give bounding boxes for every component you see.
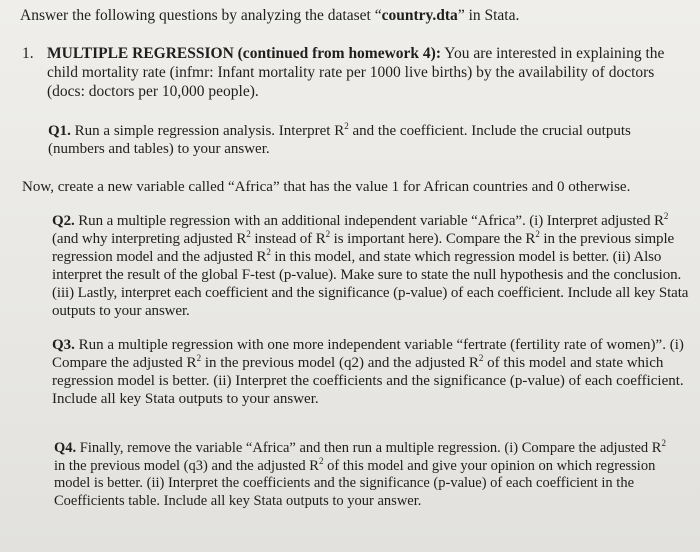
q3-text: of this model and state which regression model is better. (ii) Interpret the coefficients and the significance (p-value) of each coefficient. Include all key Stata outputs to your answer. [52,355,684,407]
q2-text: instead of R [250,231,326,247]
q4-label: Q4. [54,440,77,456]
question-q2 [52,212,692,320]
intro-instruction [20,6,519,26]
item-1-title: MULTIPLE REGRESSION (continued from homework 4): [47,45,441,62]
q4-text: of this model and give your opinion on which regression model is better. (ii) Interpret the coefficients and the significance (p-value) of each coefficient in the Coefficients table. Include all key Stata outputs to your answer. [54,457,656,509]
q2-text: (and why interpreting adjusted R [52,231,247,247]
q2-text: Run a multiple regression with an additional independent variable “Africa”. (i) Interpret adjusted R [74,213,664,229]
q3-text: Run a multiple regression with one more independent variable “fertrate (fertility rate of women)”. (i) Compare the adjusted R [52,337,684,371]
superscript: 2 [266,247,271,257]
intro-text-after: ” in Stata. [457,7,520,24]
superscript: 2 [246,229,251,239]
q1-text: Run a simple regression analysis. Interpret R [70,123,345,139]
dataset-name: country.dta [381,7,458,24]
item-1-body [47,44,682,101]
superscript: 2 [535,229,540,239]
q2-text: in this model, and state which regression model is better. (ii) Also interpret the result of the global F-test (p-value). Make sure to state the null hypothesis and the conclusion. (iii) Lastly, interpret each coefficient and the significance (p-value) of each coefficient. Include all key Stata outputs to your answer. [52,249,689,319]
q3-text: in the previous model (q2) and the adjusted R [201,355,479,371]
q2-label: Q2. [52,213,75,229]
question-1-multiple-regression [22,44,682,101]
superscript: 2 [318,455,324,466]
q1-label: Q1. [48,123,71,139]
question-q1 [48,122,688,158]
q4-text: in the previous model (q3) and the adjusted R [54,457,319,474]
item-1-text: You are interested in explaining the child mortality rate (infmr: Infant mortality rate per 1000 live births) by the availability of doctors (docs: doctors per 10,000 people). [47,45,665,100]
q3-label: Q3. [52,337,75,353]
q4-text: Finally, remove the variable “Africa” and then run a multiple regression. (i) Compare the adjusted R [76,440,662,456]
intro-text-before: Answer the following questions by analyzing the dataset “ [20,7,382,24]
q2-text: is important here). Compare the R [330,231,536,247]
q2-text: in the previous simple regression model and the adjusted R [52,231,675,265]
superscript: 2 [661,438,666,448]
superscript: 2 [325,229,331,239]
superscript: 2 [196,353,202,363]
superscript: 2 [478,353,484,363]
superscript: 2 [663,211,669,221]
q1-text: and the coefficient. Include the crucial outputs (numbers and tables) to your answer. [48,123,631,157]
question-q4 [54,440,674,510]
superscript: 2 [344,121,349,131]
question-q3 [52,336,692,408]
create-variable-instruction: Now, create a new variable called “Africa” that has the value 1 for African countries and 0 otherwise. [22,179,631,195]
item-number: 1. [22,45,34,62]
